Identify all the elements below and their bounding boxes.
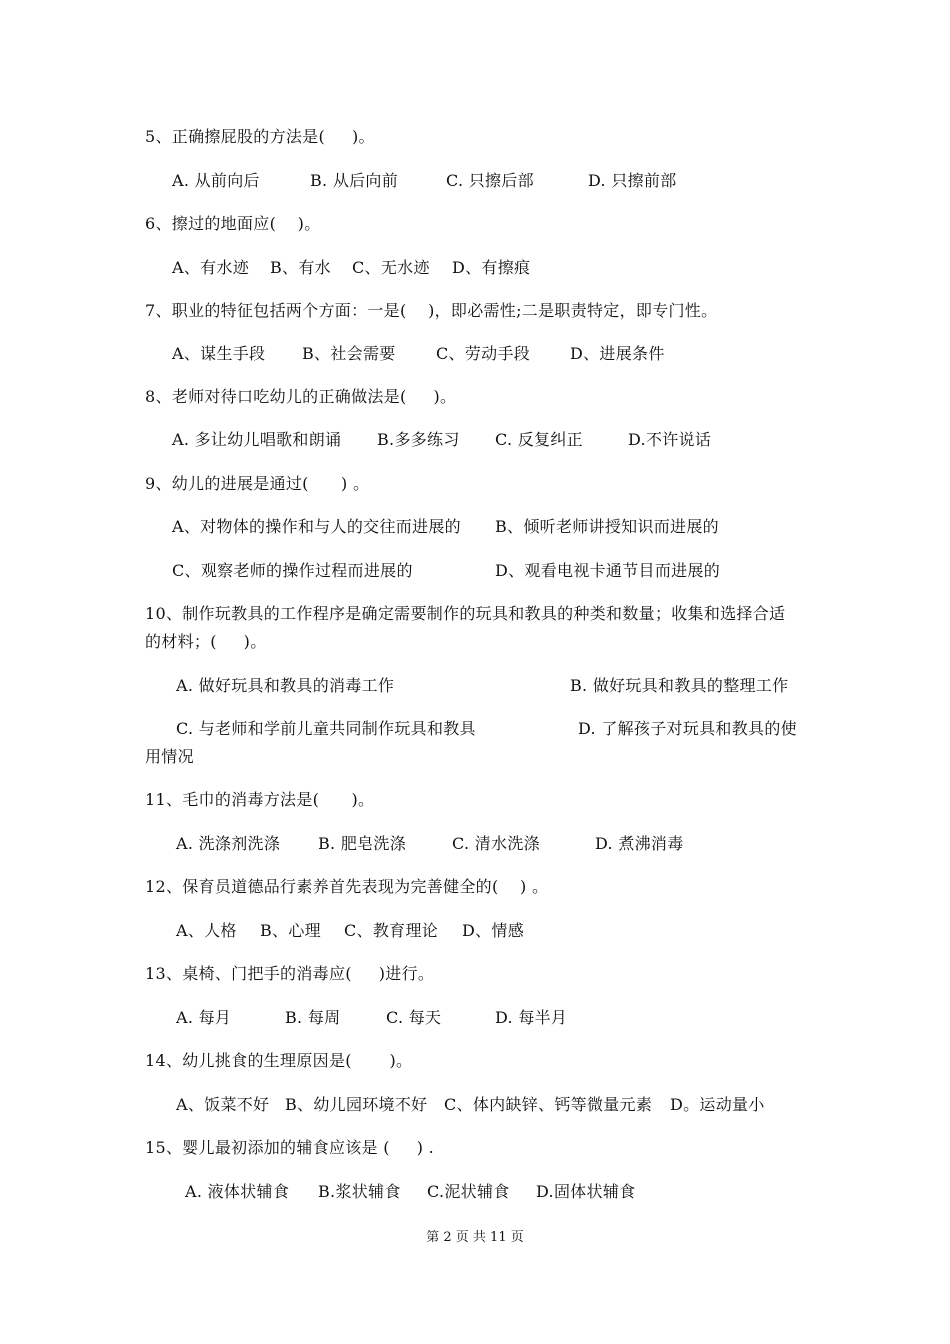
option-d: D、有擦痕	[452, 258, 531, 277]
question-stem: 13、桌椅、门把手的消毒应( )进行。	[145, 964, 435, 983]
question-stem: 5、正确擦屁股的方法是( )。	[145, 127, 375, 146]
option-d: D.不许说话	[628, 430, 712, 449]
option-b: B. 做好玩具和教具的整理工作	[570, 676, 789, 695]
option-a: A、有水迹	[172, 258, 250, 277]
option-c: C、教育理论	[344, 921, 439, 940]
question-stem: 11、毛巾的消毒方法是( )。	[145, 790, 375, 809]
option-c: C. 反复纠正	[495, 430, 583, 449]
option-d: D、观看电视卡通节目而进展的	[495, 561, 721, 580]
option-d-continued: 用情况	[145, 747, 194, 766]
option-b: B. 每周	[285, 1008, 341, 1027]
option-a: A、人格	[176, 921, 237, 940]
option-d: D. 煮沸消毒	[595, 834, 684, 853]
question-stem: 12、保育员道德品行素养首先表现为完善健全的( ) 。	[145, 877, 549, 896]
option-c: C. 每天	[386, 1008, 442, 1027]
option-b: B、心理	[260, 921, 321, 940]
question-stem: 8、老师对待口吃幼儿的正确做法是( )。	[145, 387, 457, 406]
option-a: A、谋生手段	[172, 344, 266, 363]
option-c: C、观察老师的操作过程而进展的	[172, 561, 413, 580]
option-a: A. 洗涤剂洗涤	[176, 834, 281, 853]
option-d: D. 了解孩子对玩具和教具的使	[578, 719, 797, 738]
option-b: B、倾听老师讲授知识而进展的	[495, 517, 719, 536]
option-c: C、体内缺锌、钙等微量元素	[444, 1095, 653, 1114]
option-d: D。运动量小	[670, 1095, 765, 1114]
option-c: C. 清水洗涤	[452, 834, 540, 853]
option-d: D、情感	[462, 921, 525, 940]
option-a: A. 多让幼儿唱歌和朗诵	[172, 430, 342, 449]
option-b: B. 从后向前	[310, 171, 399, 190]
option-a: A、饭菜不好	[176, 1095, 270, 1114]
option-c: C. 只擦后部	[446, 171, 534, 190]
question-stem: 14、幼儿挑食的生理原因是( )。	[145, 1051, 413, 1070]
option-b: B.浆状辅食	[318, 1182, 401, 1201]
option-a: A. 每月	[176, 1008, 232, 1027]
option-b: B.多多练习	[377, 430, 460, 449]
option-d: D. 每半月	[495, 1008, 568, 1027]
option-d: D. 只擦前部	[588, 171, 677, 190]
option-b: B. 肥皂洗涤	[318, 834, 407, 853]
question-stem: 7、职业的特征包括两个方面：一是( )，即必需性;二是职责特定，即专门性。	[145, 301, 718, 320]
option-b: B、幼儿园环境不好	[285, 1095, 428, 1114]
question-stem: 15、婴儿最初添加的辅食应该是 ( ) .	[145, 1138, 435, 1157]
option-c: C.泥状辅食	[427, 1182, 510, 1201]
option-d: D.固体状辅食	[536, 1182, 636, 1201]
option-b: B、有水	[270, 258, 331, 277]
question-stem: 9、幼儿的进展是通过( ) 。	[145, 474, 370, 493]
option-c: C、劳动手段	[436, 344, 531, 363]
option-a: A. 从前向后	[172, 171, 260, 190]
option-a: A、对物体的操作和与人的交往而进展的	[172, 517, 461, 536]
option-b: B、社会需要	[302, 344, 396, 363]
option-a: A. 做好玩具和教具的消毒工作	[176, 676, 395, 695]
option-d: D、进展条件	[570, 344, 665, 363]
option-a: A. 液体状辅食	[185, 1182, 290, 1201]
question-stem: 6、擦过的地面应( )。	[145, 214, 321, 233]
option-c: C. 与老师和学前儿童共同制作玩具和教具	[176, 719, 476, 738]
page-number-footer: 第 2 页 共 11 页	[426, 1230, 524, 1245]
question-stem-continued: 的材料；( )。	[145, 632, 267, 651]
option-c: C、无水迹	[352, 258, 430, 277]
question-stem: 10、制作玩教具的工作程序是确定需要制作的玩具和教具的种类和数量；收集和选择合适	[145, 604, 786, 623]
